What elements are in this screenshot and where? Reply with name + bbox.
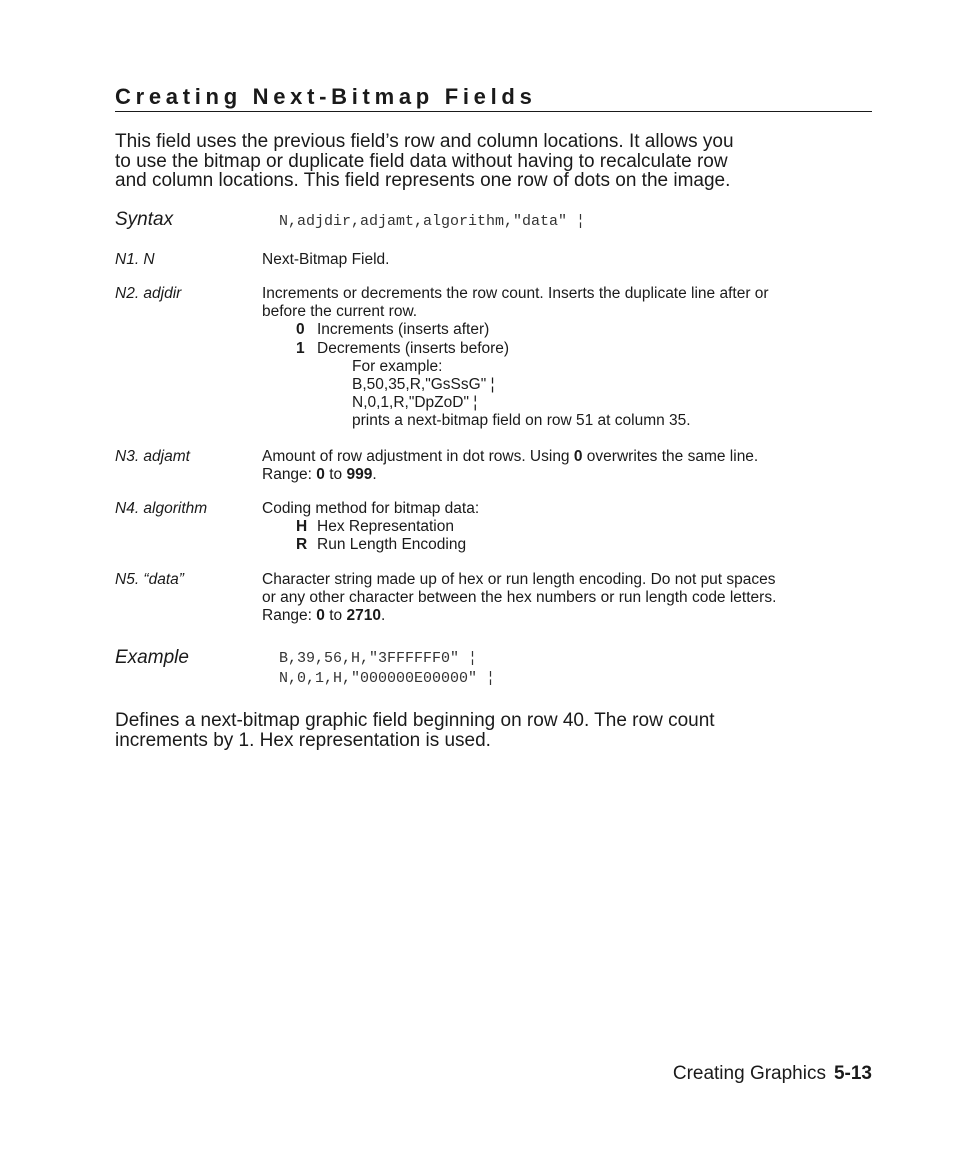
option-row [262,536,874,554]
field-desc-n5 [262,571,874,626]
option-key: 0 [296,321,305,339]
intro-paragraph [115,132,872,191]
closing-line: Defines a next-bitmap graphic field beginning on row 40. The row count [115,710,715,731]
range-max: 999 [346,466,373,484]
range-to: to [324,466,347,484]
field-label-n3: N3. adjamt [115,448,190,465]
example-code-line: N,0,1,H,"000000E00000" ¦ [279,670,496,687]
option-text: Hex Representation [317,518,454,536]
field-desc-n4 [262,500,874,555]
desc-line: Next-Bitmap Field. [262,251,390,268]
option-key: H [296,518,308,536]
example-line: N,0,1,R,"DpZoD" ¦ [352,394,478,412]
option-text: Increments (inserts after) [317,321,490,339]
range-end: . [380,607,386,625]
desc-text: Amount of row adjustment in dot rows. Using [262,448,574,465]
intro-line: This field uses the previous field’s row and column locations. It allows you [115,131,734,152]
range-prefix: Range: [262,607,317,625]
closing-paragraph [115,711,872,751]
range-to: to [324,607,347,625]
field-label-n2: N2. adjdir [115,285,182,302]
desc-line: Coding method for bitmap data: [262,500,480,517]
footer-section: Creating Graphics [672,1063,826,1084]
range-line [262,607,874,625]
example-code-line: B,39,56,H,"3FFFFFF0" ¦ [279,650,478,667]
range-min: 0 [316,607,325,625]
option-text: Decrements (inserts before) [317,339,510,357]
example-line: B,50,35,R,"GsSsG" ¦ [352,376,495,394]
option-row [262,340,874,358]
range-min: 0 [316,466,325,484]
closing-line: increments by 1. Hex representation is used. [115,730,491,751]
intro-line: to use the bitmap or duplicate field data without having to recalculate row [115,150,728,172]
field-desc-n2 [262,285,874,431]
option-text: Run Length Encoding [317,536,467,554]
option-key: R [296,536,308,554]
page-number: 5-13 [833,1063,872,1084]
field-desc-n1 [262,251,874,269]
example-code [279,649,495,689]
desc-line [262,448,874,466]
desc-text: overwrites the same line. [582,448,759,465]
syntax-code [279,212,585,232]
range-prefix: Range: [262,466,317,484]
option-row [262,518,874,536]
section-title: Creating Next-Bitmap Fields [115,84,872,112]
desc-line: Character string made up of hex or run length encoding. Do not put spaces [262,571,776,588]
syntax-label: Syntax [115,209,174,230]
desc-bold: 0 [573,448,583,465]
range-end: . [372,466,377,484]
field-label-n1: N1. N [115,251,155,268]
syntax-code-line: N,adjdir,adjamt,algorithm,"data" ¦ [279,213,586,230]
example-line: For example: [352,357,443,375]
desc-line: or any other character between the hex numbers or run length code letters. [262,589,777,607]
desc-line: Increments or decrements the row count. Inserts the duplicate line after or [262,285,769,302]
option-row [262,321,874,339]
range-max: 2710 [346,607,381,625]
example-label: Example [115,647,189,668]
intro-line: and column locations. This field represents one row of dots on the image. [115,170,731,191]
range-line [262,466,874,484]
desc-line: before the current row. [262,303,418,321]
field-desc-n3 [262,448,874,484]
example-line: prints a next-bitmap field on row 51 at column 35. [352,412,691,430]
page-footer [673,1063,872,1085]
field-label-n4: N4. algorithm [115,500,208,517]
option-key: 1 [296,339,305,357]
field-label-n5: N5. “data” [115,571,184,588]
